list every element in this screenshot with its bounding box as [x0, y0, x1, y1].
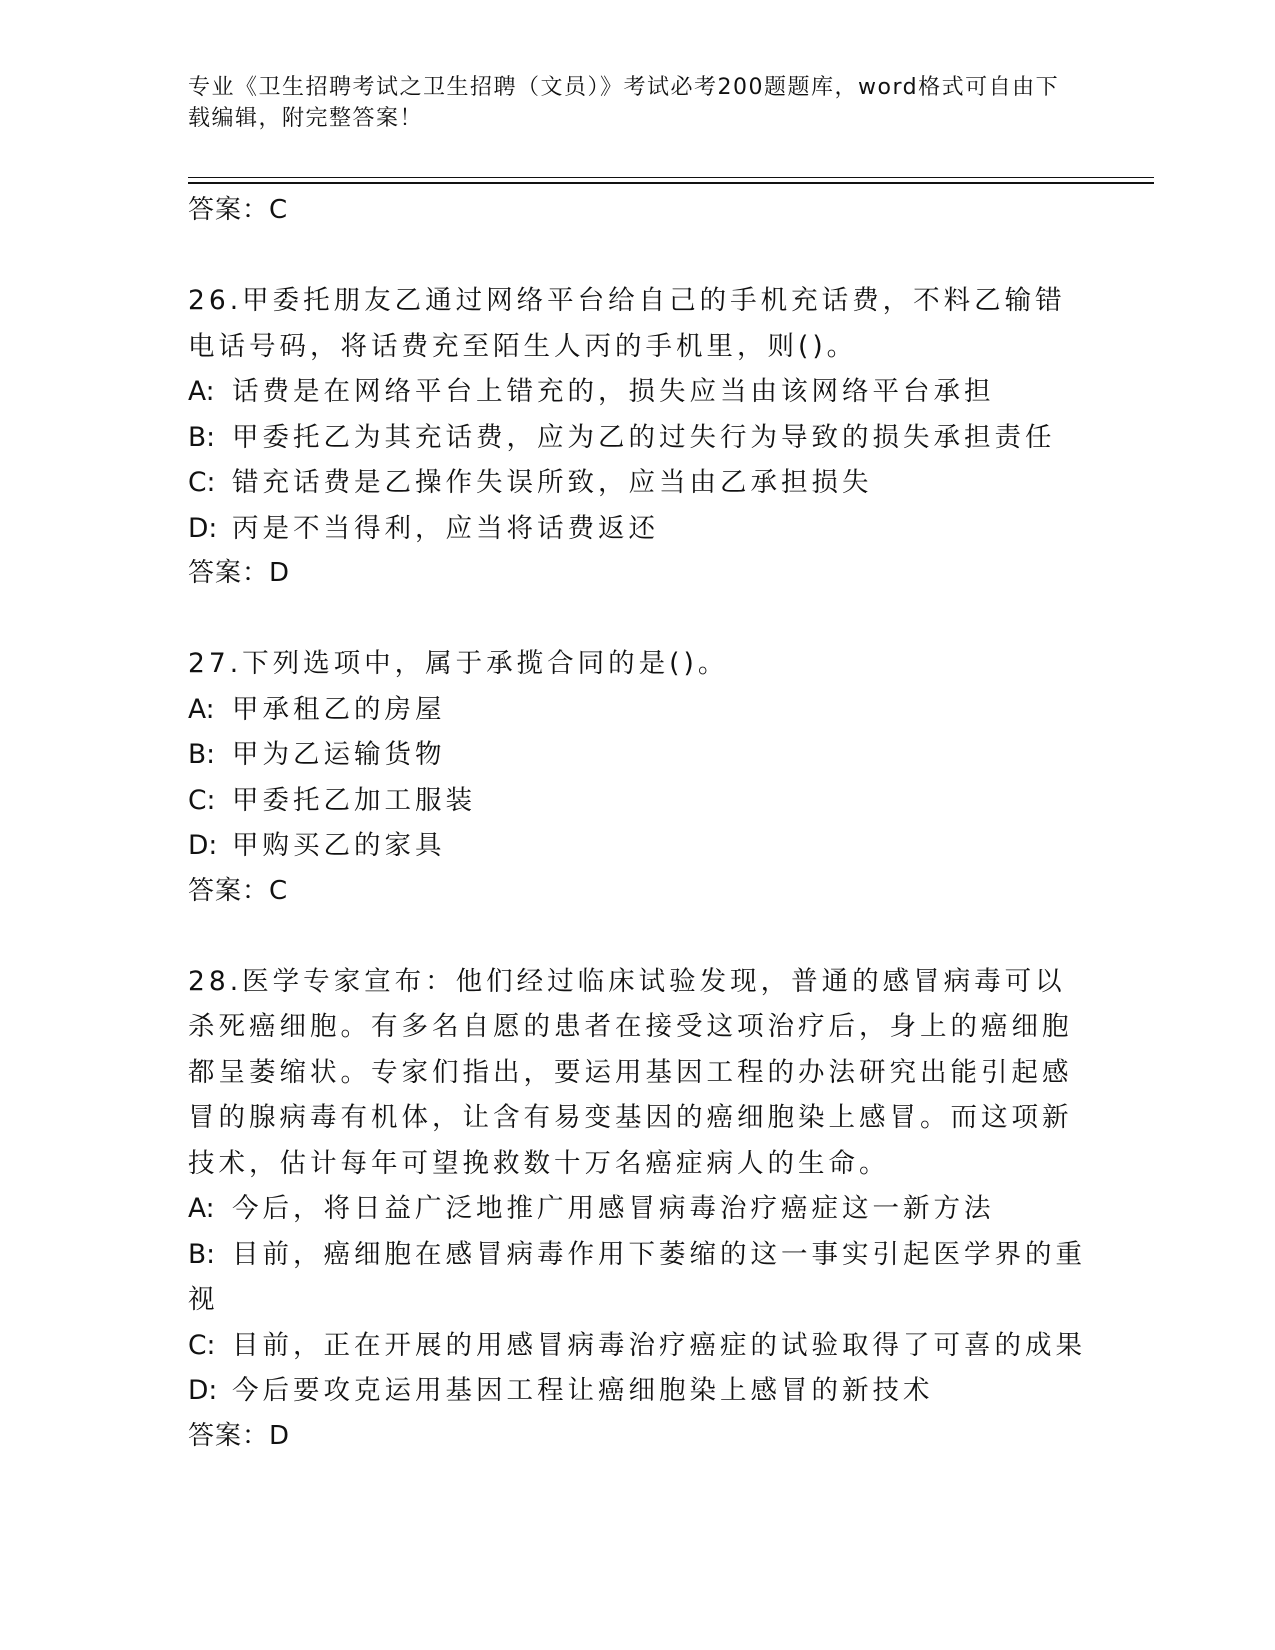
option-text: 目前，癌细胞在感冒病毒作用下萎缩的这一事实引起医学界的重视 [188, 1238, 1086, 1315]
option-label: C: [188, 784, 216, 816]
option-label: D: [188, 1375, 218, 1406]
document-body [188, 188, 1088, 1504]
option-label: C: [188, 1329, 216, 1361]
option-text: 今后要攻克运用基因工程让癌细胞染上感冒的新技术 [232, 1375, 934, 1406]
option-b [188, 415, 1088, 461]
option-d [188, 823, 1088, 869]
answer-line: 答案：D [188, 558, 291, 588]
question-stem: 27.下列选项中，属于承揽合同的是()。 [188, 648, 729, 679]
option-a [188, 687, 1088, 733]
option-label: B: [188, 421, 216, 453]
option-text: 甲委托乙加工服装 [232, 784, 476, 816]
option-c [188, 778, 1088, 824]
option-d [188, 506, 1088, 552]
option-label: C: [188, 467, 216, 498]
option-text: 话费是在网络平台上错充的，损失应当由该网络平台承担 [232, 376, 995, 407]
option-c [188, 1323, 1088, 1369]
option-text: 甲委托乙为其充话费，应为乙的过失行为导致的损失承担责任 [232, 421, 1056, 453]
option-b [188, 732, 1088, 778]
option-text: 丙是不当得利，应当将话费返还 [232, 512, 659, 544]
option-text: 目前，正在开展的用感冒病毒治疗癌症的试验取得了可喜的成果 [232, 1329, 1086, 1361]
option-a [188, 1186, 1088, 1232]
option-label: D: [188, 830, 218, 861]
option-b [188, 1232, 1088, 1323]
answer-line: 答案：C [188, 195, 289, 225]
option-text: 甲购买乙的家具 [232, 830, 446, 861]
option-text: 甲为乙运输货物 [232, 739, 446, 770]
option-label: A: [188, 376, 215, 407]
option-text: 错充话费是乙操作失误所致，应当由乙承担损失 [232, 467, 873, 498]
option-label: D: [188, 512, 218, 544]
option-c [188, 460, 1088, 506]
question-27 [188, 641, 1088, 913]
option-text: 今后，将日益广泛地推广用感冒病毒治疗癌症这一新方法 [232, 1193, 995, 1224]
answer-line: 答案：C [188, 875, 289, 906]
option-label: A: [188, 693, 215, 725]
option-a [188, 369, 1088, 415]
question-stem: 28.医学专家宣布：他们经过临床试验发现，普通的感冒病毒可以杀死癌细胞。有多名自愿的患者在接受这项治疗后，身上的癌细胞都呈萎缩状。专家们指出，要运用基因工程的办法研究出能引起感冒的腺病毒有机体，让含有易变基因的癌细胞染上感冒。而这项新技术，估计每年可望挽救数十万名癌症病人的生命。 [188, 965, 1073, 1179]
option-label: A: [188, 1193, 215, 1224]
header-divider-thick [188, 182, 1154, 184]
option-text: 甲承租乙的房屋 [232, 693, 446, 725]
option-label: B: [188, 739, 216, 770]
question-28 [188, 959, 1088, 1458]
question-26 [188, 278, 1088, 595]
answer-line: 答案：D [188, 1420, 291, 1451]
option-d [188, 1368, 1088, 1414]
option-label: B: [188, 1238, 216, 1270]
header-divider [188, 177, 1154, 178]
page-header: 专业《卫生招聘考试之卫生招聘（文员）》考试必考200题题库，word格式可自由下载编辑，附完整答案！ [188, 75, 1060, 131]
question-stem: 26.甲委托朋友乙通过网络平台给自己的手机充话费，不料乙输错电话号码，将话费充至陌生人丙的手机里，则()。 [188, 285, 1066, 362]
